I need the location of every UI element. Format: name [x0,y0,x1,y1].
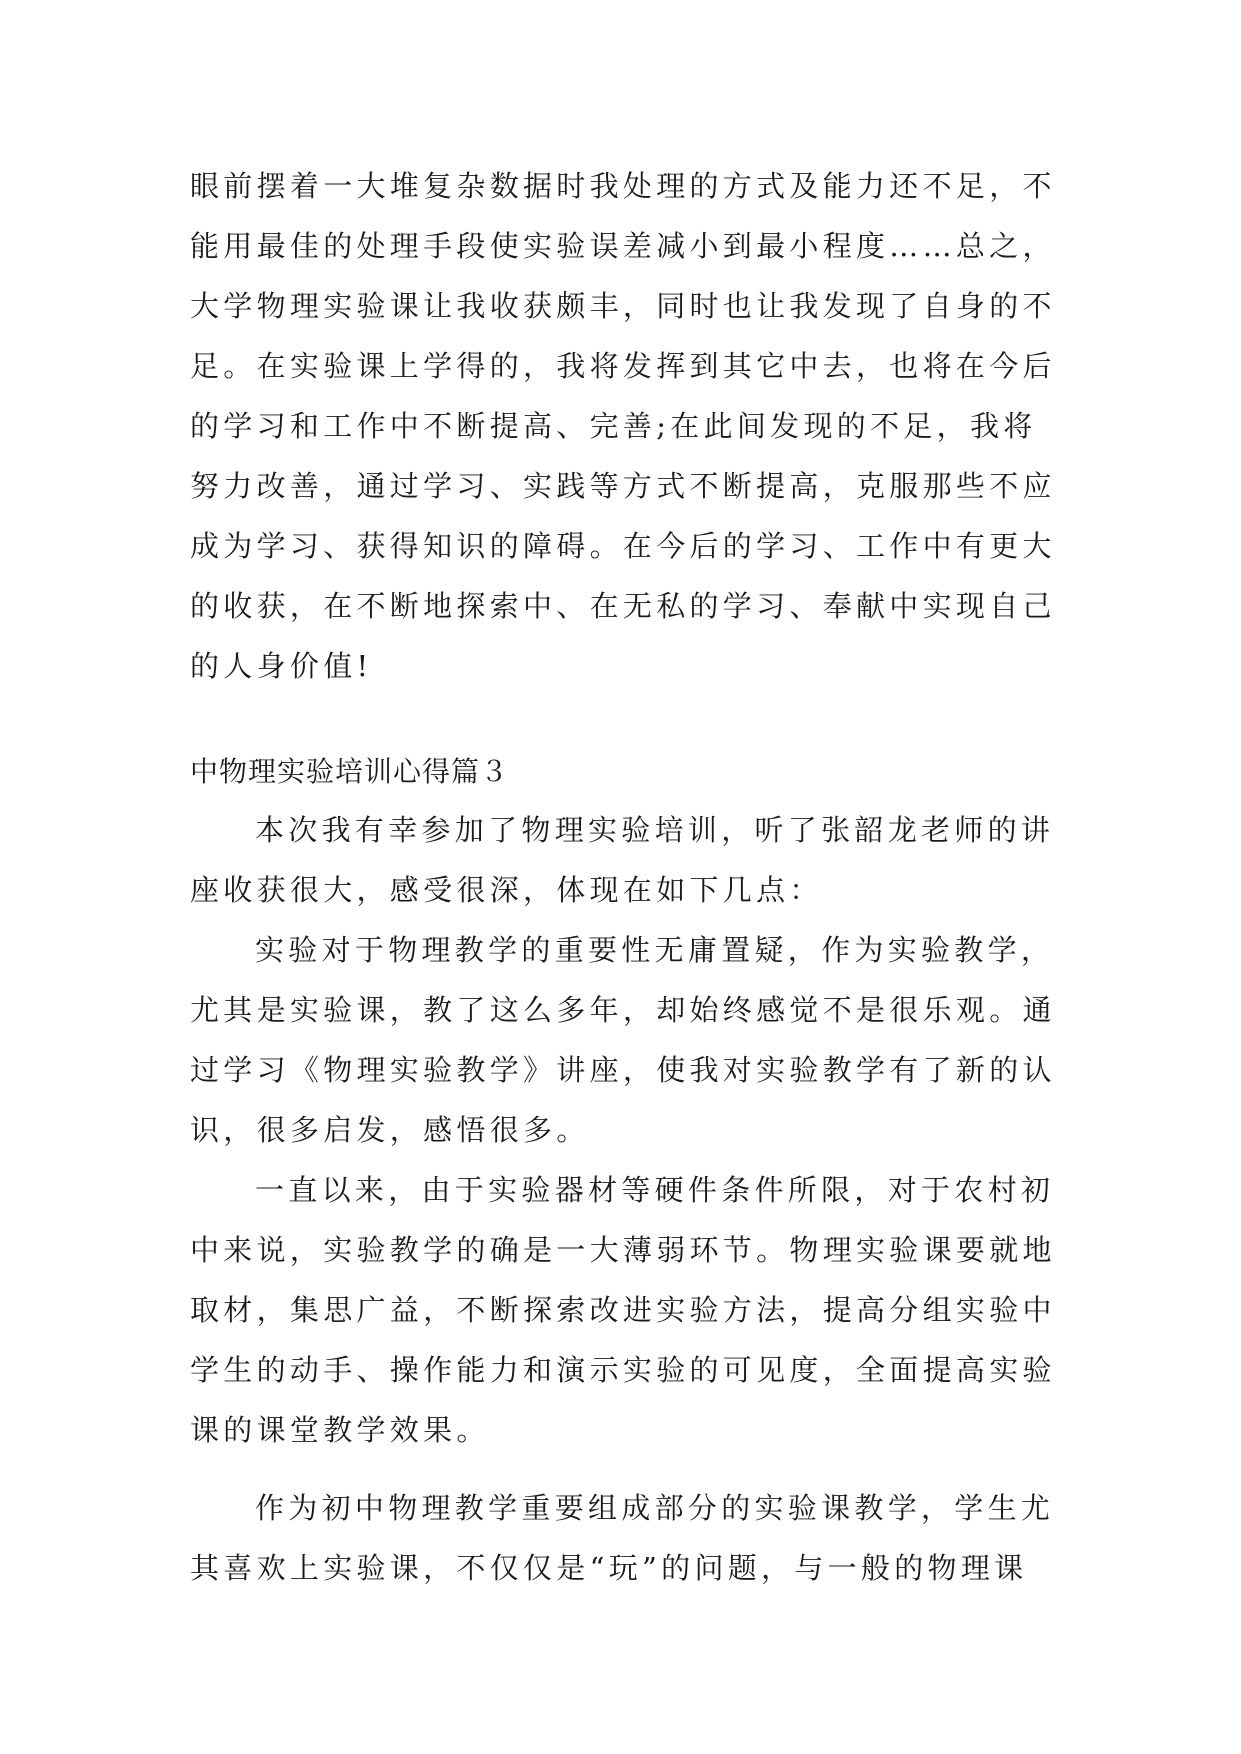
text-line: 本次我有幸参加了物理实验培训，听了张韶龙老师的讲 [255,813,1055,847]
text-line: 识，很多启发，感悟很多。 [190,1113,590,1147]
text-line: 成为学习、获得知识的障碍。在今后的学习、工作中有更大 [190,529,1056,563]
text-line: 努力改善，通过学习、实践等方式不断提高，克服那些不应 [190,469,1056,503]
text-line: 课的课堂教学效果。 [190,1413,490,1447]
text-line: 中来说，实验教学的确是一大薄弱环节。物理实验课要就地 [190,1233,1056,1267]
text-line: 的收获，在不断地探索中、在无私的学习、奉献中实现自己 [190,589,1056,623]
text-line: 过学习《物理实验教学》讲座，使我对实验教学有了新的认 [190,1053,1056,1087]
text-line: 学生的动手、操作能力和演示实验的可见度，全面提高实验 [190,1353,1056,1387]
text-line: 一直以来，由于实验器材等硬件条件所限，对于农村初 [255,1173,1055,1207]
text-line: 其喜欢上实验课，不仅仅是“玩”的问题，与一般的物理课 [190,1551,1028,1585]
text-line: 的人身价值! [190,649,373,683]
text-line: 尤其是实验课，教了这么多年，却始终感觉不是很乐观。通 [190,993,1056,1027]
text-line: 眼前摆着一大堆复杂数据时我处理的方式及能力还不足，不 [190,169,1056,203]
text-line: 足。在实验课上学得的，我将发挥到其它中去，也将在今后 [190,349,1056,383]
section-title: 中物理实验培训心得篇３ [190,755,510,788]
text-line: 大学物理实验课让我收获颇丰，同时也让我发现了自身的不 [190,289,1056,323]
text-line: 取材，集思广益，不断探索改进实验方法，提高分组实验中 [190,1293,1056,1327]
text-line: 能用最佳的处理手段使实验误差减小到最小程度……总之， [190,229,1056,263]
text-line: 座收获很大，感受很深，体现在如下几点： [190,873,823,907]
text-line: 实验对于物理教学的重要性无庸置疑，作为实验教学， [255,933,1055,967]
text-line: 作为初中物理教学重要组成部分的实验课教学，学生尤 [255,1491,1055,1525]
text-line: 的学习和工作中不断提高、完善;在此间发现的不足，我将 [190,409,1037,443]
